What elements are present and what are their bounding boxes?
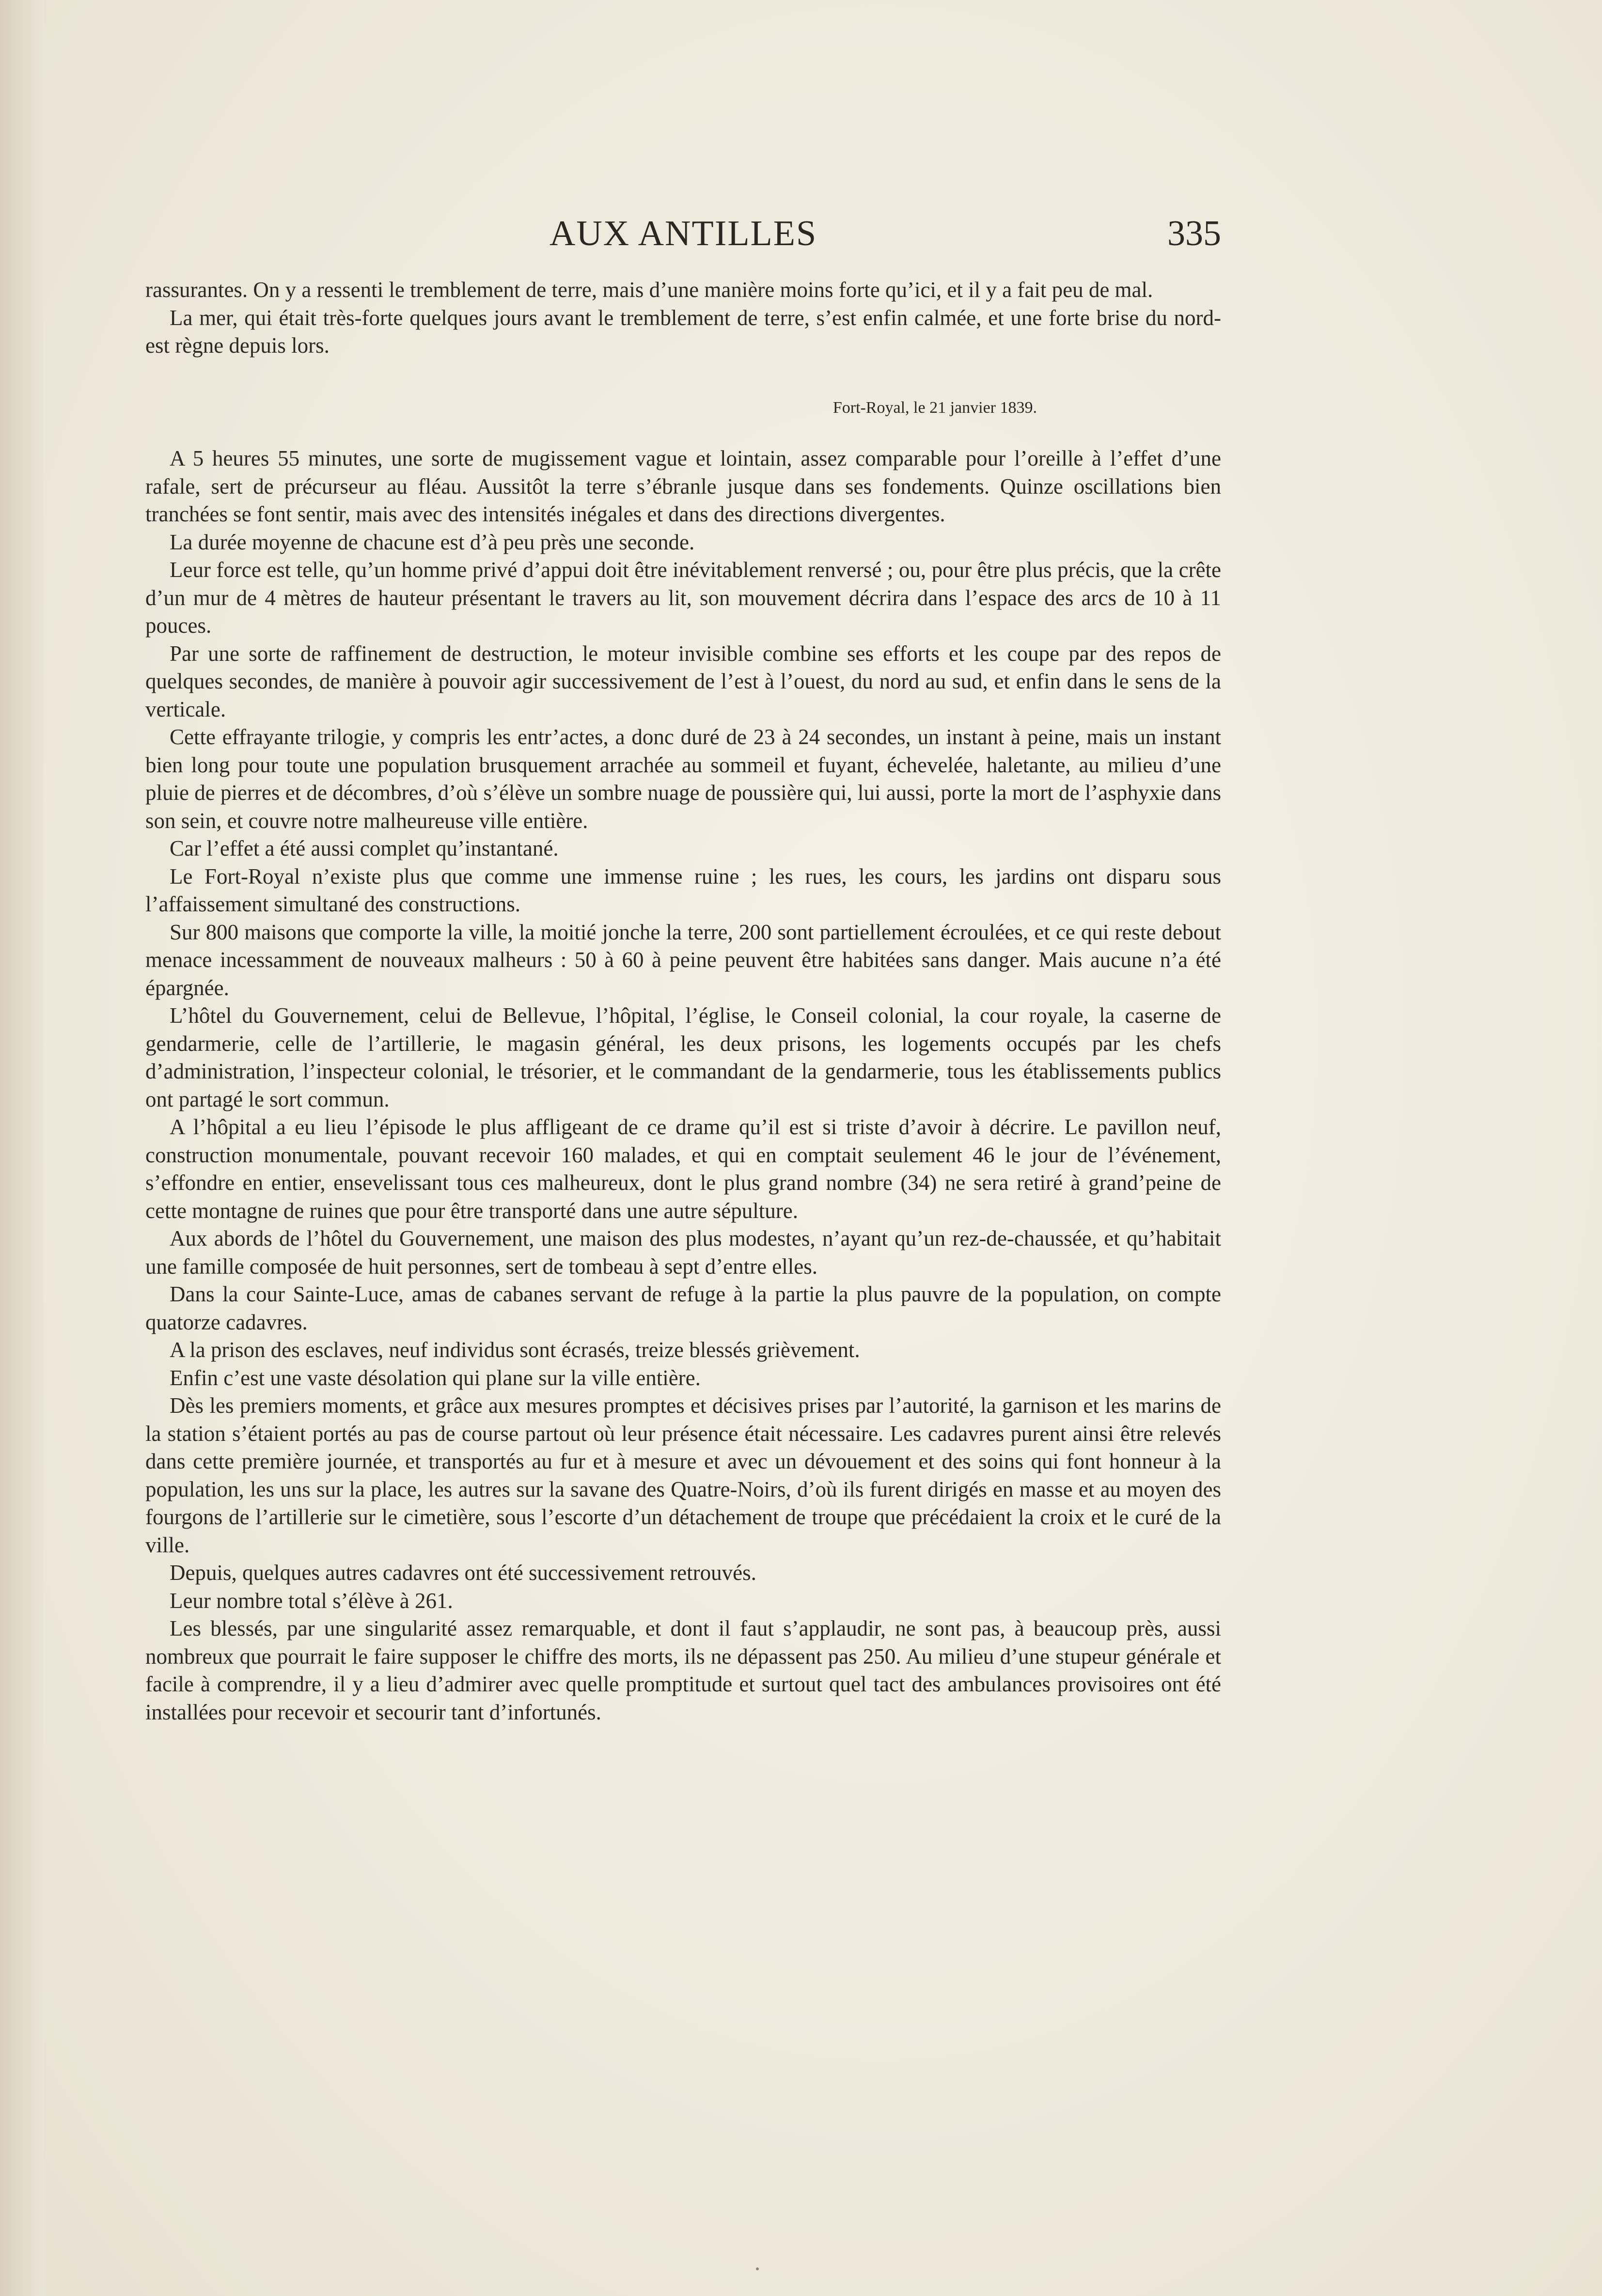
paragraph: A l’hôpital a eu lieu l’épisode le plus affligeant de ce drame qu’il est si triste d’avoir à décrire. Le pavillon neuf, construction monumentale, pouvant recevoir 160 malades, et qui en comptait seulement 46 le jour de l’événement, s’effondre en entier, ensevelissant tous ces malheureux, dont le plus grand nombre (34) ne sera retiré à grand’peine de cette montagne de ruines que pour être transporté dans une autre sépulture. [145,1115,1221,1223]
paragraph: Leur force est telle, qu’un homme privé d’appui doit être inévitablement renversé ; ou, pour être plus précis, que la crête d’un mur de 4 mètres de hauteur présentant le travers au lit, son mouvement décrira dans l’espace des arcs de 10 à 11 pouces. [145,558,1221,638]
paragraph: Par une sorte de raffinement de destruction, le moteur invisible combine ses efforts et les coupe par des repos de quelques secondes, de manière à pouvoir agir successivement de l’est à l’ouest, du nord au sud, et enfin dans le sens de la verticale. [145,641,1221,721]
paragraph: Depuis, quelques autres cadavres ont été successivement retrouvés. [170,1561,756,1585]
paragraph: A 5 heures 55 minutes, une sorte de mugissement vague et lointain, assez comparable pour l’oreille à l’effet d’une rafale, sert de précurseur au fléau. Aussitôt la terre s’ébranle jusque dans ses fondements. Quinze oscillations bien tranchées se font sentir, mais avec des intensités inégales et dans des directions divergentes. [145,446,1221,526]
paragraph: La durée moyenne de chacune est d’à peu près une seconde. [170,530,695,554]
paragraph: Les blessés, par une singularité assez remarquable, et dont il faut s’applaudir, ne sont pas, à beaucoup près, aussi nombreux que pourrait le faire supposer le chiffre des morts, ils ne dépassent pas 250. Au milieu d’une stupeur générale et facile à comprendre, il y a lieu d’admirer avec quelle promptitude et surtout quel tact des ambulances provisoires ont été installées pour recevoir et secourir tant d’infortunés. [145,1616,1221,1724]
running-header [145,213,1221,271]
running-title: AUX ANTILLES [549,214,817,253]
page-speck [756,2267,759,2270]
paragraph: Dès les premiers moments, et grâce aux mesures promptes et décisives prises par l’autorité, la garnison et les marins de la station s’étaient portés au pas de course partout où leur présence était nécessaire. Les cadavres purent ainsi être relevés dans cette première journée, et transportés au fur et à mesure et avec un dévouement et des soins qui font honneur à la population, les uns sur la place, les autres sur la savane des Quatre-Noirs, d’où ils furent dirigés en masse et au moyen des fourgons de l’artillerie sur le cimetière, sous l’escorte d’un détachement de troupe que précédaient la croix et le curé de la ville. [145,1393,1221,1557]
paragraph: Aux abords de l’hôtel du Gouvernement, une maison des plus modestes, n’ayant qu’un rez-de-chaussée, et qu’habitait une famille composée de huit personnes, sert de tombeau à sept d’entre elles. [145,1226,1221,1279]
paragraph: Leur nombre total s’élève à 261. [170,1588,453,1613]
paragraph: A la prison des esclaves, neuf individus sont écrasés, treize blessés grièvement. [170,1338,860,1362]
paragraph: Cette effrayante trilogie, y compris les entr’actes, a donc duré de 23 à 24 secondes, un instant à peine, mais un instant bien long pour toute une population brusquement arrachée au sommeil et fuyant, échevelée, haletante, au milieu d’une pluie de pierres et de décombres, d’où s’élève un sombre nuage de poussière qui, lui aussi, porte la mort de l’asphyxie dans son sein, et couvre notre malheureuse ville entière. [145,725,1221,833]
paragraph: rassurantes. On y a ressenti le tremblement de terre, mais d’une manière moins forte qu’ici, et il y a fait peu de mal. [145,278,1153,302]
paragraph: Dans la cour Sainte-Luce, amas de cabanes servant de refuge à la partie la plus pauvre de la population, on compte quatorze cadavres. [145,1282,1221,1334]
paragraph: Le Fort-Royal n’existe plus que comme une immense ruine ; les rues, les cours, les jardins ont disparu sous l’affaissement simultané des constructions. [145,864,1221,916]
paragraph: Car l’effet a été aussi complet qu’instantané. [170,836,559,860]
paragraph: Sur 800 maisons que comporte la ville, la moitié jonche la terre, 200 sont partiellement écroulées, et ce qui reste debout menace incessamment de nouveaux malheurs : 50 à 60 à peine peuvent être habitées sans danger. Mais aucune n’a été épargnée. [145,920,1221,1000]
page-binding-shadow [0,0,44,2296]
paragraph: L’hôtel du Gouvernement, celui de Bellevue, l’hôpital, l’église, le Conseil colonial, la cour royale, la caserne de gendarmerie, celle de l’artillerie, le magasin général, les deux prisons, les logements occupés par les chefs d’administration, l’inspecteur colonial, le trésorier, et le commandant de la gendarmerie, tous les établissements publics ont partagé le sort commun. [145,1003,1221,1111]
body-text [145,276,1221,1726]
dateline: Fort-Royal, le 21 janvier 1839. [832,398,1037,417]
page-number: 335 [1167,214,1221,253]
paragraph: La mer, qui était très-forte quelques jours avant le tremblement de terre, s’est enfin calmée, et une forte brise du nord-est règne depuis lors. [145,305,1221,358]
paragraph: Enfin c’est une vaste désolation qui plane sur la ville entière. [170,1365,701,1390]
